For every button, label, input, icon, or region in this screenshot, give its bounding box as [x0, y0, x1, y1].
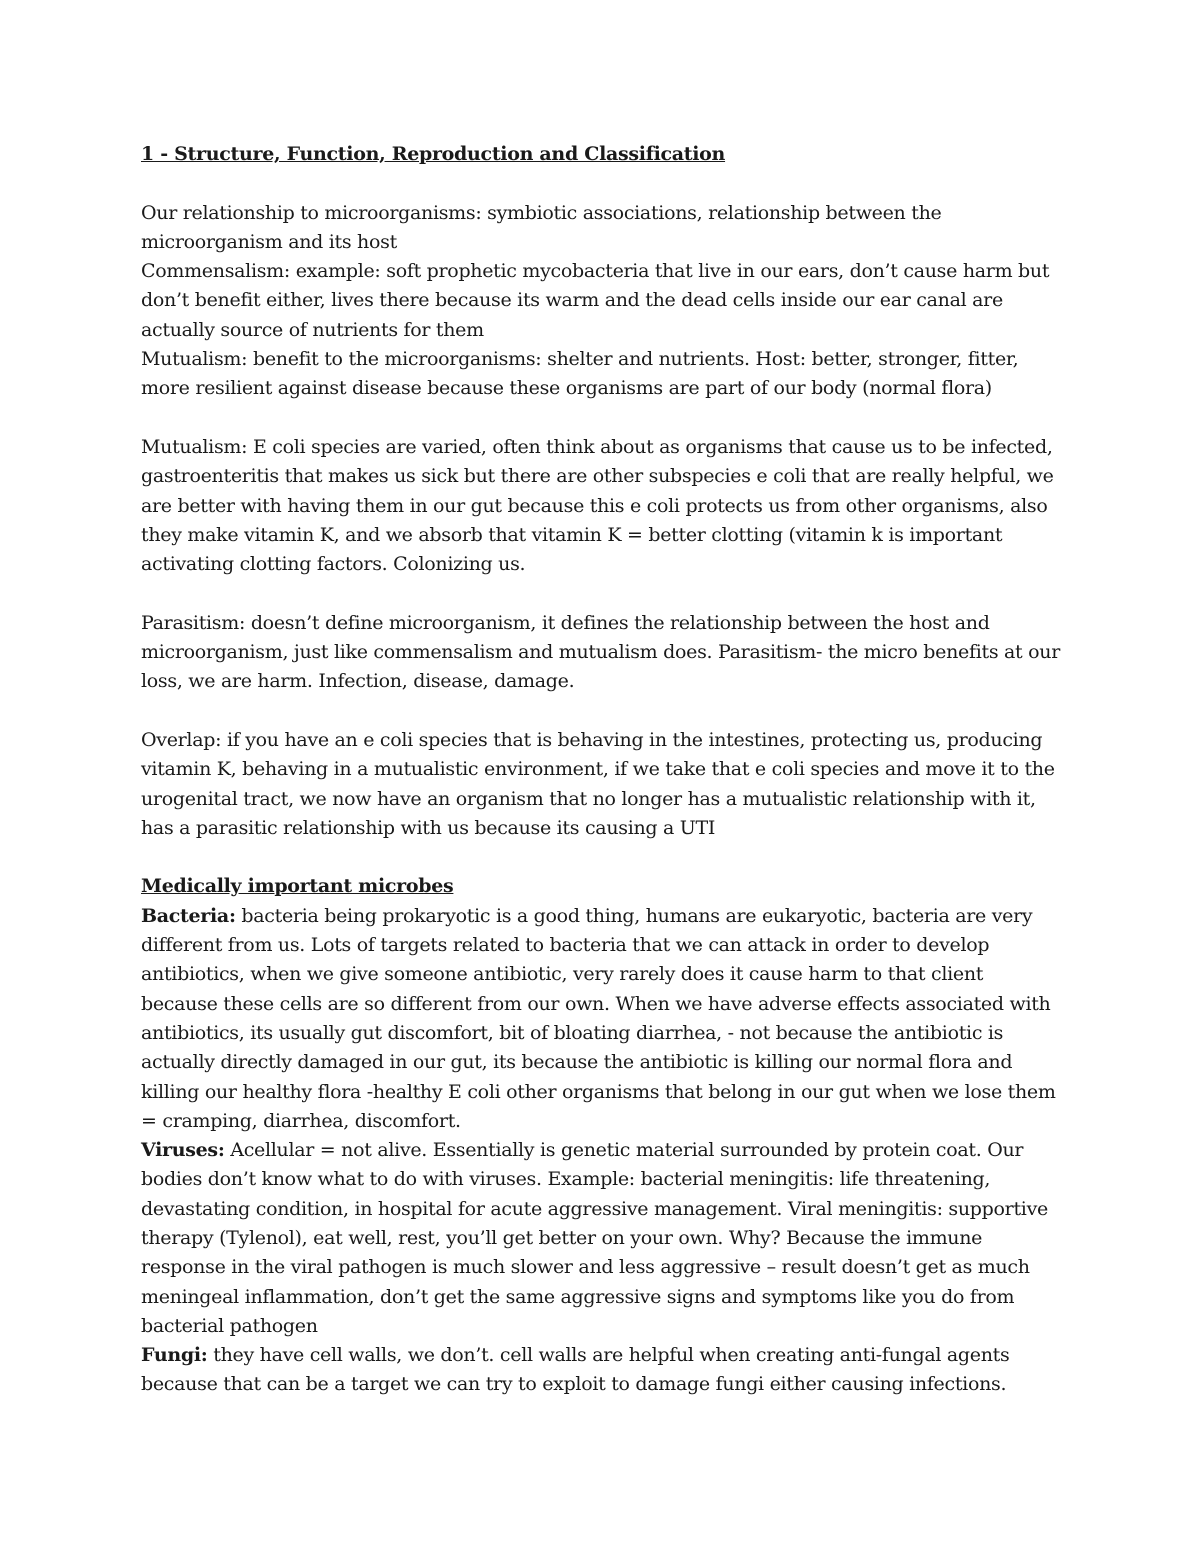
- term-bacteria: Bacteria:: [141, 904, 236, 927]
- paragraph-parasitism: Parasitism: doesn’t define microorganism, it defines the relationship between the host and microorganism, just like commensalism and mutualism does. Parasitism- the micro benefits at our loss, we are harm. Infection, disease, damage.: [141, 611, 1060, 693]
- text-bacteria: bacteria being prokaryotic is a good thing, humans are eukaryotic, bacteria are very different from us. Lots of targets related to bacteria that we can attack in order to develop antibiotics, when we give someone antibiotic, very rarely does it cause harm to that client because these cells are so different from our own. When we have adverse effects associated with antibiotics, its usually gut discomfort, bit of bloating diarrhea, - not because the antibiotic is actually directly damaged in our gut, its because the antibiotic is killing our normal flora and killing our healthy flora -healthy E coli other organisms that belong in our gut when we lose them = cramping, diarrhea, discomfort.: [141, 904, 1056, 1132]
- paragraph-bacteria: [141, 902, 1061, 1136]
- term-fungi: Fungi:: [141, 1344, 208, 1367]
- paragraph-spacer: [141, 404, 1061, 433]
- text-viruses: Acellular = not alive. Essentially is genetic material surrounded by protein coat. Our bodies don’t know what to do with viruses. Example: bacterial meningitis: life threatening, devastating condition, in hospital for acute aggressive management. Viral meningitis: supportive therapy (Tylenol), eat well, rest, you’ll get better on your own. Why? Because the immune response in the viral pathogen is much slower and less aggressive – result doesn’t get as much meningeal inflammation, don’t get the same aggressive signs and symptoms like you do from bacterial pathogen: [141, 1139, 1048, 1337]
- document-title: 1 - Structure, Function, Reproduction and Classification: [141, 143, 726, 165]
- paragraph-spacer: [141, 579, 1061, 608]
- text-fungi: they have cell walls, we don’t. cell walls are helpful when creating anti-fungal agents because that can be a target we can try to exploit to damage fungi either causing infections.: [141, 1344, 1010, 1396]
- paragraph-commensalism: Commensalism: example: soft prophetic mycobacteria that live in our ears, don’t cause harm but don’t benefit either, lives there because its warm and the dead cells inside our ear canal are actually source of nutrients for them: [141, 260, 1050, 341]
- paragraph-spacer: [141, 843, 1061, 872]
- paragraph-mutualism-ecoli: Mutualism: E coli species are varied, often think about as organisms that cause us to be infected, gastroenteritis that makes us sick but there are other subspecies e coli that are really helpful, we are better with having them in our gut because this e coli protects us from other organisms, also they make vitamin K, and we absorb that vitamin K = better clotting (vitamin k is important activating clotting factors. Colonizing us.: [141, 435, 1054, 576]
- paragraph-spacer: [141, 697, 1061, 726]
- paragraph-fungi: [141, 1341, 1061, 1400]
- paragraph-viruses: [141, 1136, 1061, 1341]
- paragraph-overlap: Overlap: if you have an e coli species that is behaving in the intestines, protecting us, producing vitamin K, behaving in a mutualistic environment, if we take that e coli species and move it to the urogenital tract, we now have an organism that no longer has a mutualistic relationship with it, has a parasitic relationship with us because its causing a UTI: [141, 728, 1055, 839]
- term-viruses: Viruses:: [141, 1139, 225, 1162]
- document-page: [141, 140, 1061, 1400]
- paragraph-mutualism-benefit: Mutualism: benefit to the microorganisms: shelter and nutrients. Host: better, stronger, fitter, more resilient against disease because these organisms are part of our body (normal flora): [141, 348, 1019, 400]
- section-heading-microbes: Medically important microbes: [141, 875, 454, 898]
- paragraph-relationship: Our relationship to microorganisms: symbiotic associations, relationship between the microorganism and its host: [141, 201, 942, 253]
